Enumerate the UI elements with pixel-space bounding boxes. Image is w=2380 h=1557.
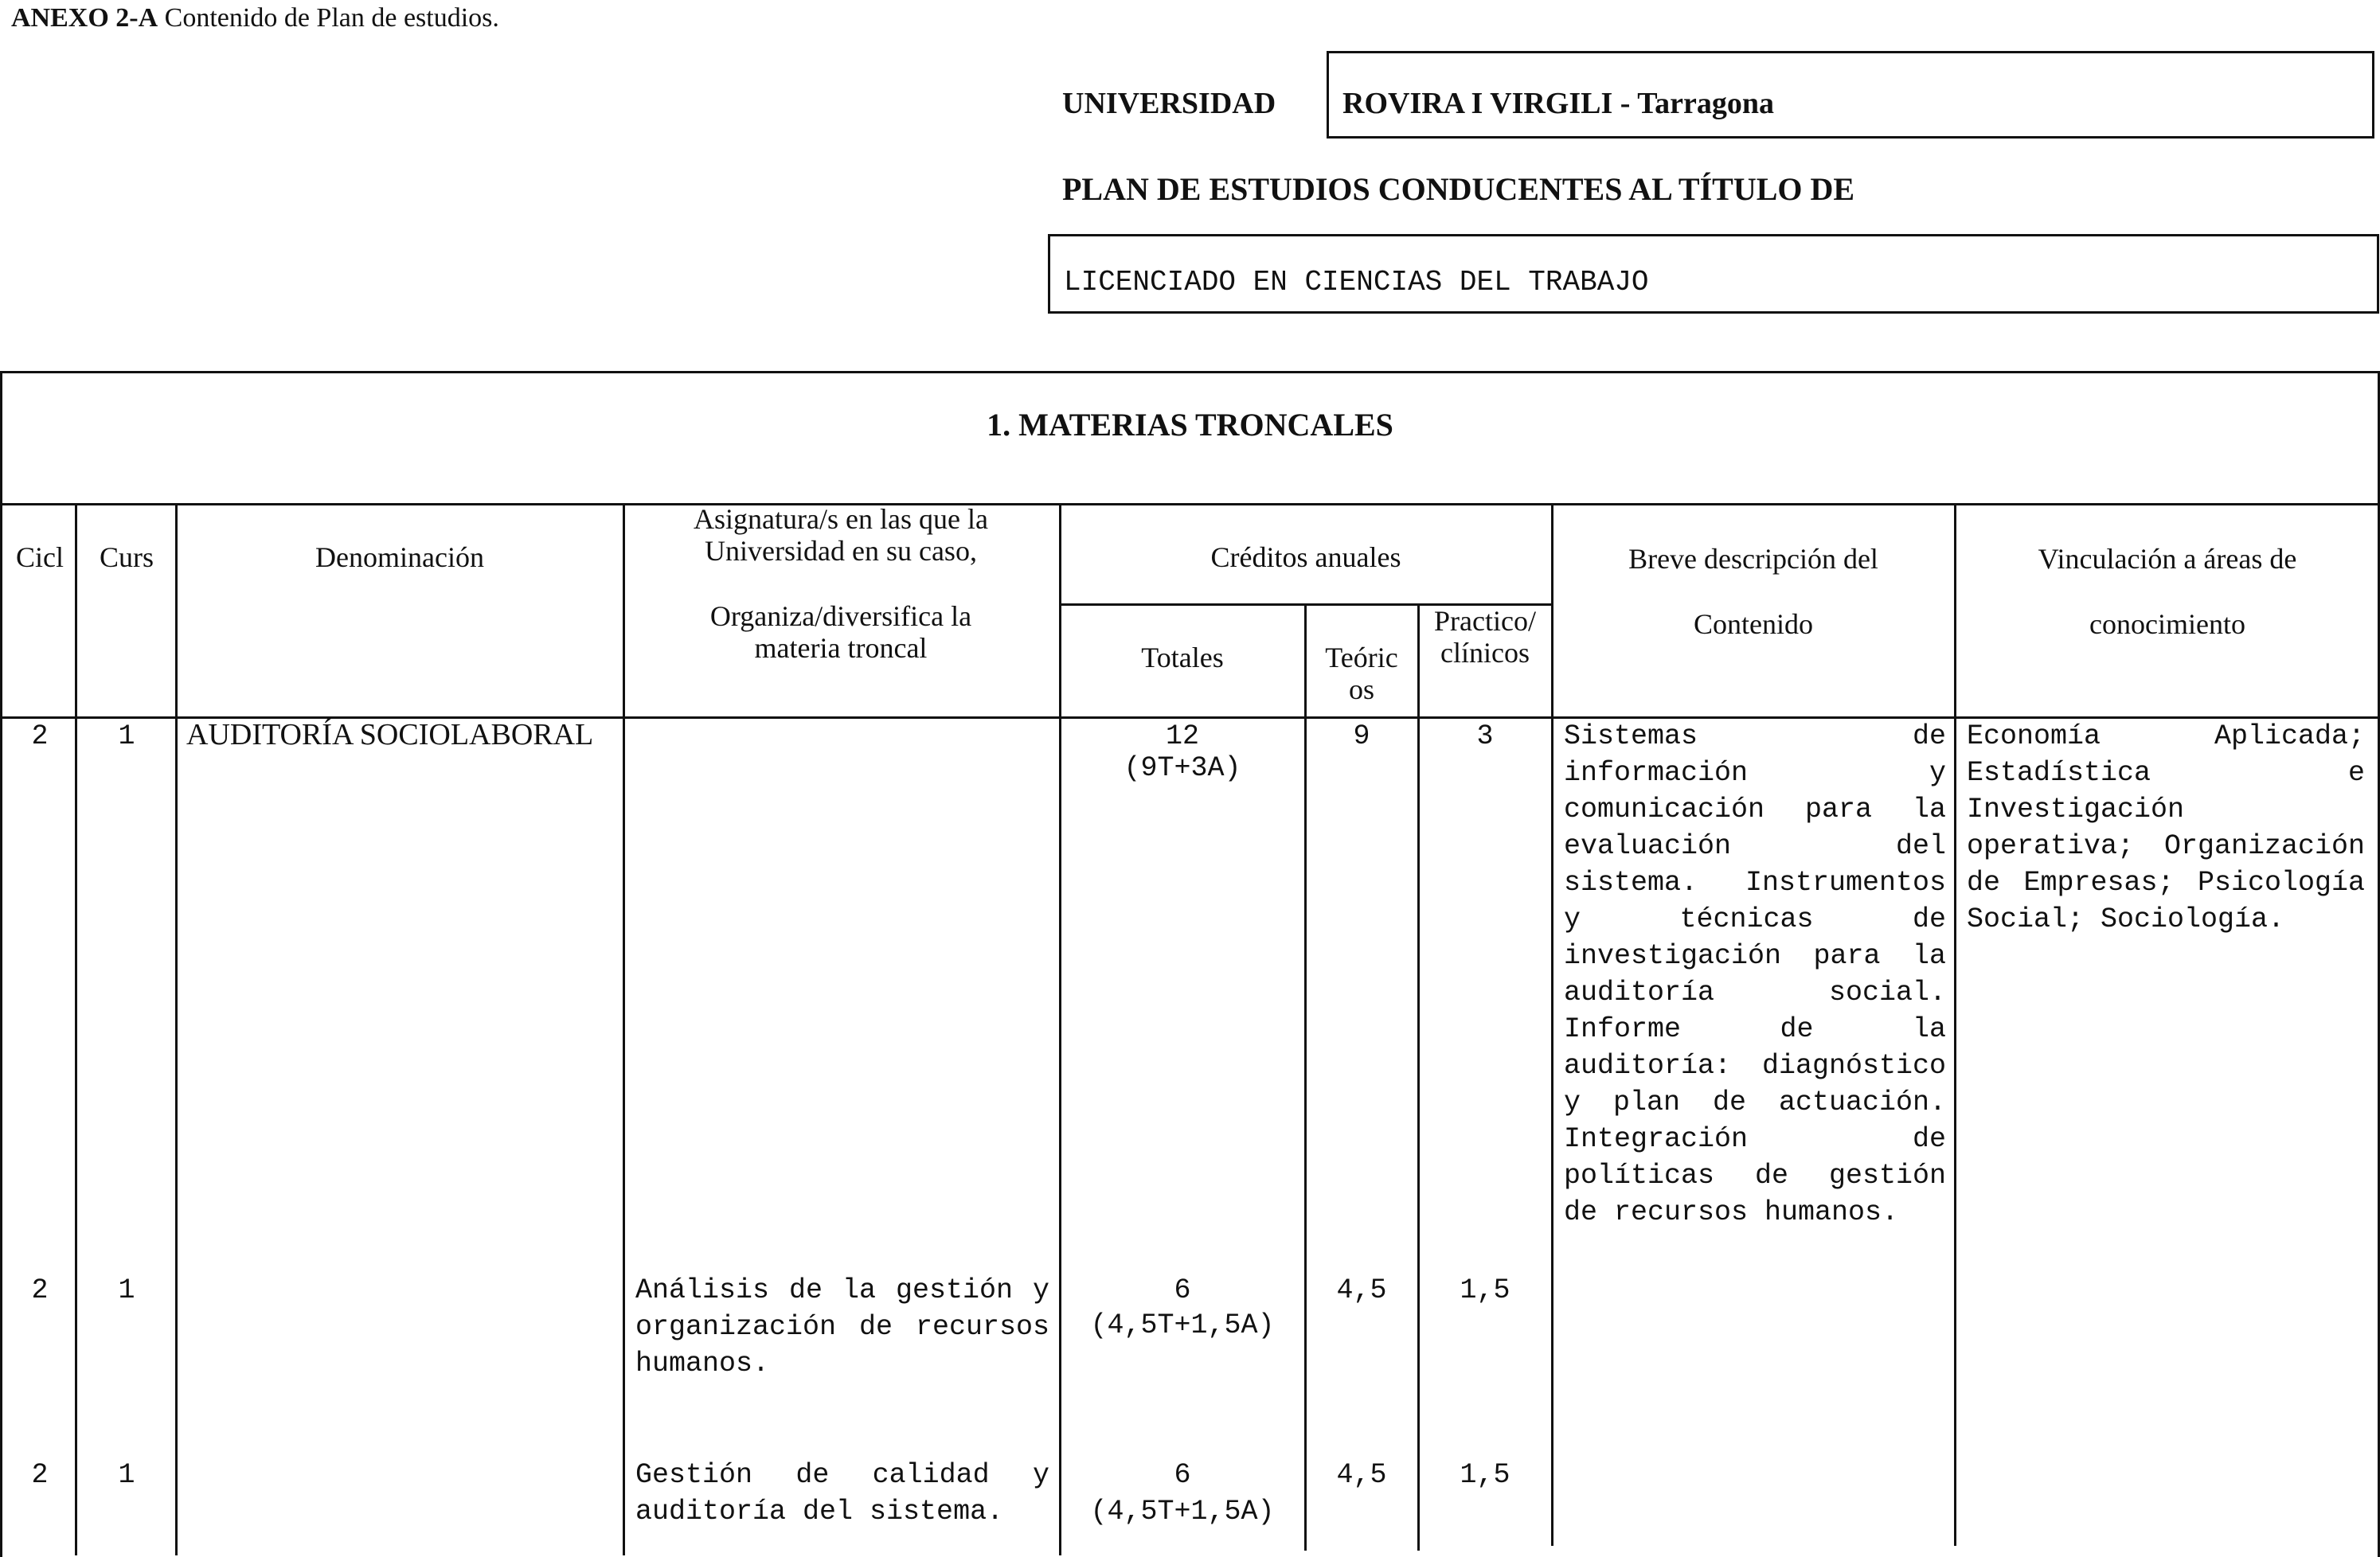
col-header-totales: Totales [1141,642,1224,673]
row2-cicl: 2 [31,1274,49,1306]
row2-asignatura: Análisis de la gestión y organización de recursos humanos. [635,1274,1049,1379]
col-header-vinculacion-l1: Vinculación a áreas de [2038,543,2297,575]
col-divider-descripcion [1954,503,1956,1546]
row1-vinculacion: Economía Aplicada; Estadística e Investigación operativa; Organización de Empresas; Psicología Social; Sociología. [1967,720,2365,935]
col-divider-teoricos [1417,603,1420,1551]
row3-curs: 1 [118,1459,135,1491]
col-header-descripcion [1554,543,1952,640]
col-header-teoricos [1307,642,1416,705]
col-header-practicos-l2: clínicos [1440,637,1530,669]
university-label: UNIVERSIDAD [1062,87,1276,120]
row1-practicos: 3 [1476,720,1494,752]
section-title: 1. MATERIAS TRONCALES [987,407,1393,443]
col-header-asignatura-l2: Universidad en su caso, [705,535,977,567]
row3-teoricos: 4,5 [1336,1459,1387,1491]
row1-cicl: 2 [31,720,49,752]
col-header-creditos: Créditos anuales [1210,541,1401,573]
col-header-asignatura-l3: Organiza/diversifica la [709,600,972,632]
row2-teoricos: 4,5 [1336,1274,1387,1306]
col-divider-practicos [1551,503,1553,1546]
col-header-denominacion: Denominación [315,541,484,573]
col-header-curs: Curs [99,541,154,573]
row2-curs: 1 [118,1274,135,1306]
row1-descripcion: Sistemas de información y comunicación para la evaluación del sistema. Instrumentos y técnicas de investigación para la auditoría social. Informe de la auditoría: diagnóstico y plan de actuación. Integración de políticas de gestión de recursos humanos. [1564,720,1946,1228]
degree-title: LICENCIADO EN CIENCIAS DEL TRABAJO [1064,266,1649,299]
col-header-vinculacion-l2: conocimiento [2089,608,2245,640]
col-header-cicl: Cicl [16,541,64,573]
row2-totales: 6 [1174,1274,1191,1306]
row3-totales-detail: (4,5T+1,5A) [1090,1496,1275,1528]
row3-totales: 6 [1174,1459,1191,1491]
university-name: ROVIRA I VIRGILI - Tarragona [1342,87,1774,120]
annex-heading [11,3,499,33]
col-header-practicos [1421,605,1550,669]
annex-label: ANEXO 2-A [11,3,158,33]
col-header-vinculacion [1957,543,2378,640]
col-header-teoricos-l1: Teóric [1325,642,1398,673]
plan-label: PLAN DE ESTUDIOS CONDUCENTES AL TÍTULO DE [1062,171,1855,207]
col-divider-cicl [75,503,77,1555]
col-header-descripcion-l1: Breve descripción del [1628,543,1878,575]
row3-cicl: 2 [31,1459,49,1491]
col-header-asignatura-l1: Asignatura/s en las que la [694,503,988,535]
col-divider-denominacion [623,503,625,1555]
row1-totales-detail: (9T+3A) [1124,752,1241,784]
row3-asignatura: Gestión de calidad y auditoría del sistema. [635,1459,1049,1528]
row2-practicos: 1,5 [1460,1274,1510,1306]
col-header-teoricos-l2: os [1348,673,1374,705]
table-rule-title [0,503,2380,505]
col-header-asignatura [626,503,1056,664]
col-divider-curs [175,503,178,1555]
col-divider-totales [1304,603,1307,1551]
col-header-descripcion-l2: Contenido [1694,608,1813,640]
row3-practicos: 1,5 [1460,1459,1510,1491]
col-divider-asignatura [1059,503,1061,1555]
row1-denominacion: AUDITORÍA SOCIOLABORAL [186,718,594,751]
row1-totales: 12 [1165,720,1199,752]
col-header-practicos-l1: Practico/ [1434,605,1536,637]
annex-text: Contenido de Plan de estudios. [164,3,499,33]
col-header-asignatura-l4: materia troncal [754,632,928,664]
row2-totales-detail: (4,5T+1,5A) [1090,1309,1275,1341]
row1-curs: 1 [118,720,135,752]
row1-teoricos: 9 [1353,720,1370,752]
